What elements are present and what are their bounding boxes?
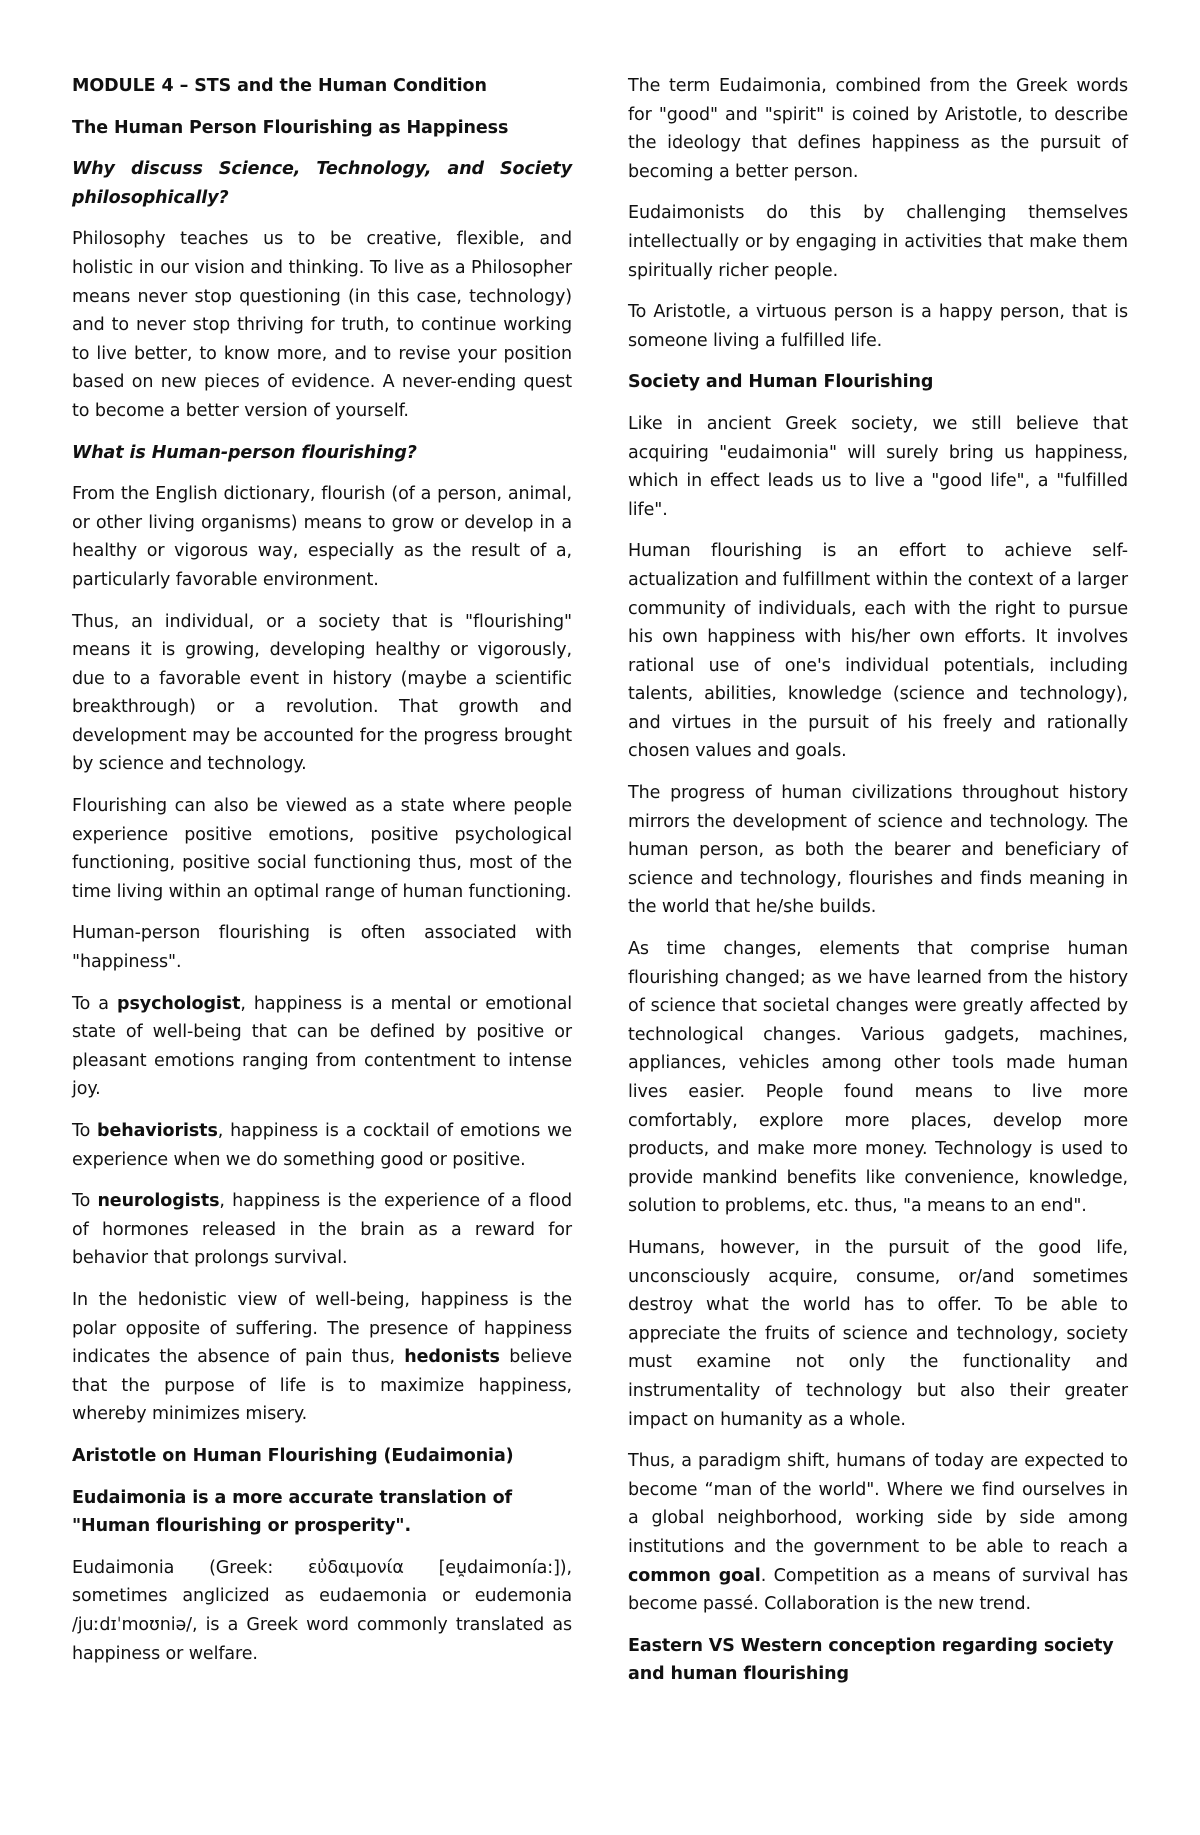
paragraph-flourishing-state: Flourishing can also be viewed as a state where people experience positive emotions, positive psychological functioning, positive social functioning thus, most of the time living within an optimal range of human functioning. xyxy=(72,796,572,902)
term-hedonists: hedonists xyxy=(404,1347,500,1368)
text-segment: , happiness is the experience of a flood of hormones released in the brain as a reward for behavior that prolongs survival. xyxy=(72,1191,572,1269)
text-segment: , happiness is a mental or emotional state of well-being that can be defined by positive or pleasant emotions ranging from contentment to intense joy. xyxy=(72,993,572,1100)
text-segment: In the hedonistic view of well-being, happiness is the polar opposite of suffering. The presence of happiness indicates the absence of pain thus, xyxy=(72,1289,572,1368)
term-behaviorists: behaviorists xyxy=(97,1121,218,1141)
text-segment: believe that the purpose of life is to maximize happiness, whereby minimizes misery. xyxy=(72,1347,572,1425)
text-segment: To xyxy=(72,1121,98,1141)
paragraph-hedonists xyxy=(72,1286,572,1429)
right-column xyxy=(628,72,1128,1835)
paragraph-good-life: Humans, however, in the pursuit of the good life, unconsciously acquire, consume, or/and sometimes destroy what the world has to offer. To be able to appreciate the fruits of science and technology, society must examine not only the functionality and instrumentality of technology but also their greater impact on humanity as a whole. xyxy=(628,1237,1128,1430)
paragraph-virtuous-person: To Aristotle, a virtuous person is a happy person, that is someone living a fulfilled life. xyxy=(628,302,1128,351)
term-neurologists: neurologists xyxy=(97,1191,220,1212)
text-segment: , happiness is a cocktail of emotions we experience when we do something good or positive. xyxy=(72,1121,572,1170)
heading-eastern-western: Eastern VS Western conception regarding society and human flourishing xyxy=(628,1635,1114,1685)
heading-society: Society and Human Flourishing xyxy=(628,372,934,393)
text-segment: To a xyxy=(72,993,118,1014)
question-flourishing: What is Human-person flourishing? xyxy=(72,442,417,463)
term-psychologist: psychologist xyxy=(117,993,241,1014)
paragraph-flourishing-society: Thus, an individual, or a society that is "flourishing" means it is growing, developing healthy or vigorously, due to a favorable event in history (maybe a scientific breakthrough) or a revolution. That growth and development may be accounted for the progress brought by science and technology. xyxy=(72,611,572,775)
paragraph-psychologist xyxy=(72,990,572,1104)
paragraph-eudaimonists: Eudaimonists do this by challenging themselves intellectually or by engaging in activities that make them spiritually richer people. xyxy=(628,203,1128,281)
paragraph-paradigm-shift xyxy=(628,1447,1128,1619)
paragraph-human-flourishing: Human flourishing is an effort to achieve self-actualization and fulfillment within the context of a larger community of individuals, each with the right to pursue his own happiness with his/her own efforts. It involves rational use of one's individual potentials, including talents, abilities, knowledge (science and technology), and virtues in the pursuit of his freely and rationally chosen values and goals. xyxy=(628,541,1128,762)
paragraph-eudaimonia-greek: Eudaimonia (Greek: εὐδαιμονία [eu̯daimonía:]), sometimes anglicized as eudaemonia or eudemonia /juːdɪˈmoʊniə/, is a Greek word commonly translated as happiness or welfare. xyxy=(72,1557,572,1664)
question-why-philosophy: Why discuss Science, Technology, and Society philosophically? xyxy=(72,159,572,208)
module-title: MODULE 4 – STS and the Human Condition xyxy=(72,76,487,96)
paragraph-time-changes: As time changes, elements that comprise human flourishing changed; as we have learned from the history of science that societal changes were greatly affected by technological changes. Various gadgets, machines, appliances, vehicles among other tools made human lives easier. People found means to live more comfortably, explore more places, develop more products, and make more money. Technology is used to provide mankind benefits like convenience, knowledge, solution to problems, etc. thus, "a means to an end". xyxy=(628,939,1128,1217)
heading-aristotle: Aristotle on Human Flourishing (Eudaimonia) xyxy=(72,1445,514,1466)
section-title: The Human Person Flourishing as Happiness xyxy=(72,117,509,138)
left-column xyxy=(72,72,572,1835)
text-segment: Thus, a paradigm shift, humans of today are expected to become “man of the world". Where we find ourselves in a global neighborhood, working side by side among institutions and the government to be able to reach a xyxy=(628,1451,1128,1557)
term-common-goal: common goal xyxy=(628,1565,761,1586)
paragraph-greek-society: Like in ancient Greek society, we still believe that acquiring "eudaimonia" will surely bring us happiness, which in effect leads us to live a "good life", a "fulfilled life". xyxy=(628,413,1128,520)
text-segment: . Competition as a means of survival has become passé. Collaboration is the new trend. xyxy=(628,1565,1128,1615)
paragraph-behaviorists xyxy=(72,1117,572,1174)
paragraph-happiness: Human-person flourishing is often associated with "happiness". xyxy=(72,923,572,973)
paragraph-definition: From the English dictionary, flourish (of a person, animal, or other living organisms) means to grow or develop in a healthy or vigorous way, especially as the result of a, particularly favorable environment. xyxy=(72,484,572,590)
paragraph-term-eudaimonia: The term Eudaimonia, combined from the Greek words for "good" and "spirit" is coined by Aristotle, to describe the ideology that defines happiness as the pursuit of becoming a better person. xyxy=(628,76,1128,182)
paragraph-progress: The progress of human civilizations throughout history mirrors the development of science and technology. The human person, as both the bearer and beneficiary of science and technology, flourishes and finds meaning in the world that he/she builds. xyxy=(628,783,1128,918)
text-segment: To xyxy=(72,1191,98,1212)
heading-translation: Eudaimonia is a more accurate translation of "Human flourishing or prosperity". xyxy=(72,1487,513,1537)
paragraph-philosophy: Philosophy teaches us to be creative, flexible, and holistic in our vision and thinking. To live as a Philosopher means never stop questioning (in this case, technology) and to never stop thriving for truth, to continue working to live better, to know more, and to revise your position based on new pieces of evidence. A never-ending quest to become a better version of yourself. xyxy=(72,229,572,421)
paragraph-neurologists xyxy=(72,1187,572,1273)
